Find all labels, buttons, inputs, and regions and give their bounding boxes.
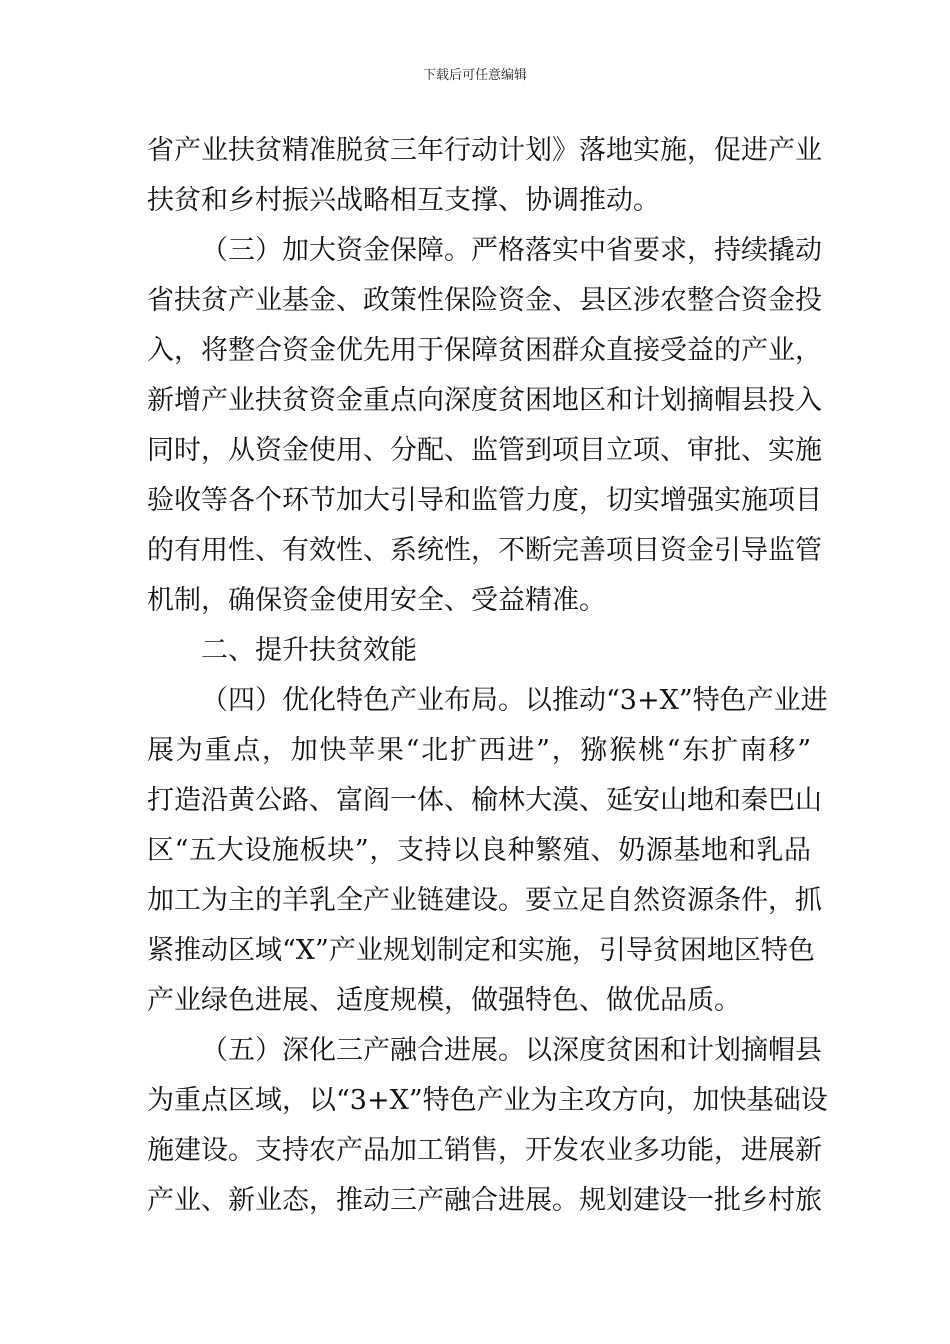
text-line: 扶贫和乡村振兴战略相互支撑、协调推动。 xyxy=(147,185,660,216)
text-line: 机制，确保资金使用安全、受益精准。 xyxy=(147,585,606,616)
text-line: 同时，从资金使用、分配、监管到项目立项、审批、实施 xyxy=(147,435,822,466)
text-line: 新增产业扶贫资金重点向深度贫困地区和计划摘帽县投入 xyxy=(147,385,822,416)
text-line: 的有用性、有效性、系统性，不断完善项目资金引导监管 xyxy=(147,535,822,566)
text-line: 产业绿色进展、适度规模，做强特色、做优品质。 xyxy=(147,985,741,1016)
text-line: 加工为主的羊乳全产业链建设。要立足自然资源条件，抓 xyxy=(147,885,822,916)
page-header: 下载后可任意编辑 xyxy=(422,68,527,83)
text-line: 施建设。支持农产品加工销售，开发农业多功能，进展新 xyxy=(147,1135,822,1166)
text-line: （三）加大资金保障。严格落实中省要求，持续撬动 xyxy=(201,235,822,266)
document-body xyxy=(147,126,828,1226)
text-line: 紧推动区域“X”产业规划制定和实施，引导贫困地区特色 xyxy=(147,935,815,966)
text-line: 入，将整合资金优先用于保障贫困群众直接受益的产业， xyxy=(147,335,822,366)
text-line: 打造沿黄公路、富阎一体、榆林大漠、延安山地和秦巴山 xyxy=(147,785,822,816)
text-line: 省扶贫产业基金、政策性保险资金、县区涉农整合资金投 xyxy=(147,285,822,316)
text-line: （五）深化三产融合进展。以深度贫困和计划摘帽县 xyxy=(201,1035,822,1066)
text-line: 区“五大设施板块”，支持以良种繁殖、奶源基地和乳品 xyxy=(147,835,811,866)
text-line: 省产业扶贫精准脱贫三年行动计划》落地实施，促进产业 xyxy=(147,135,822,166)
text-line: （四）优化特色产业布局。以推动“3+X”特色产业进 xyxy=(201,685,828,716)
section-heading: 二、提升扶贫效能 xyxy=(201,635,417,666)
text-line: 展为重点，加快苹果“北扩西进”，猕猴桃“东扩南移” xyxy=(147,735,811,766)
text-line: 为重点区域，以“3+X”特色产业为主攻方向，加快基础设 xyxy=(147,1085,828,1116)
text-line: 验收等各个环节加大引导和监管力度，切实增强实施项目 xyxy=(147,485,822,516)
text-line: 产业、新业态，推动三产融合进展。规划建设一批乡村旅 xyxy=(147,1185,822,1216)
